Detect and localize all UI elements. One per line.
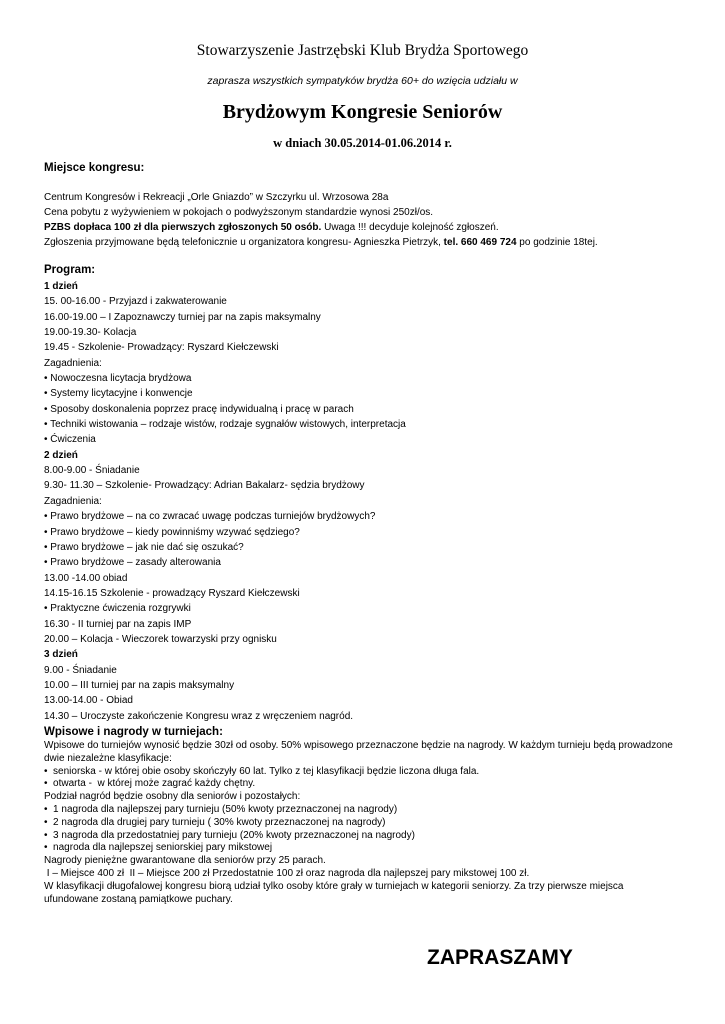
prizes-list — [44, 740, 714, 906]
discount-bold: PZBS dopłaca 100 zł dla pierwszych zgłoszonych 50 osób. — [44, 222, 322, 233]
prize-line: ufundowane zostaną pamiątkowe puchary. — [44, 893, 233, 905]
prize-line: dwie niezależne klasyfikacje: — [44, 752, 172, 764]
program-day-heading: 1 dzień — [44, 281, 78, 292]
program-line: 16.00-19.00 – I Zapoznawczy turniej par na zapis maksymalny — [44, 311, 321, 323]
program-line: • Techniki wistowania – rodzaje wistów, rodzaje sygnałów wistowych, interpretacja — [44, 419, 406, 431]
prize-line: • 2 nagroda dla drugiej pary turnieju ( 30% kwoty przeznaczonej na nagrody) — [44, 816, 386, 828]
prize-line: • seniorska - w której obie osoby skończyły 60 lat. Tylko z tej klasyfikacji będzie liczona długa fala. — [44, 765, 480, 777]
program-line: 10.00 – III turniej par na zapis maksymalny — [44, 679, 235, 691]
program-line: • Sposoby doskonalenia poprzez pracę indywidualną i pracę w parach — [44, 403, 354, 415]
venue-address: Centrum Kongresów i Rekreacji „Orle Gniazdo” w Szczyrku ul. Wrzosowa 28a — [44, 192, 389, 203]
program-line: Zagadnienia: — [44, 495, 102, 507]
program-line: 14.15-16.15 Szkolenie - prowadzący Ryszard Kiełczewski — [44, 587, 300, 599]
program-line: • Ćwiczenia — [44, 434, 96, 446]
program-line: • Nowoczesna licytacja brydżowa — [44, 373, 192, 385]
program-day-heading: 3 dzień — [44, 649, 78, 661]
program-line: Zagadnienia: — [44, 357, 102, 369]
prize-line: • otwarta - w której może zagrać każdy chętny. — [44, 778, 256, 790]
prize-line: W klasyfikacji długofalowej kongresu biorą udział tylko osoby które grały w turniejach w kategorii seniorzy. Za trzy pierwsze miejsca — [44, 880, 624, 892]
invitation-line: zaprasza wszystkich sympatyków brydża 60+ do wzięcia udziału w — [207, 75, 518, 87]
program-line: • Praktyczne ćwiczenia rozgrywki — [44, 603, 191, 615]
venue-price: Cena pobytu z wyżywieniem w pokojach o podwyższonym standardzie wynosi 250zł/os. — [44, 207, 434, 218]
discount-note: Uwaga !!! decyduje kolejność zgłoszeń. — [321, 222, 499, 233]
program-line: • Prawo brydżowe – kiedy powinniśmy wzywać sędziego? — [44, 526, 300, 538]
event-dates: w dniach 30.05.2014-01.06.2014 r. — [273, 136, 452, 150]
program-line: 9.30- 11.30 – Szkolenie- Prowadzący: Adrian Bakalarz- sędzia brydżowy — [44, 480, 365, 492]
registration-time: po godzinie 18tej. — [516, 237, 598, 248]
program-line: • Prawo brydżowe – na co zwracać uwagę podczas turniejów brydżowych? — [44, 511, 376, 523]
registration-text: Zgłoszenia przyjmowane będą telefonicznie u organizatora kongresu- Agnieszka Pietrzyk, — [44, 237, 444, 248]
program-line: • Prawo brydżowe – jak nie dać się oszukać? — [44, 541, 244, 553]
prizes-section — [44, 725, 714, 906]
program-line: • Prawo brydżowe – zasady alterowania — [44, 557, 221, 569]
program-line: • Systemy licytacyjne i konwencje — [44, 388, 193, 400]
program-heading: Program: — [44, 264, 96, 276]
organization-name: Stowarzyszenie Jastrzębski Klub Brydża Sportowego — [196, 42, 529, 59]
venue-heading: Miejsce kongresu: — [44, 162, 145, 174]
prize-line: I – Miejsce 400 zł II – Miejsce 200 zł Przedostatnie 100 zł oraz nagroda dla najlepszej pary mikstowej 100 zł. — [44, 867, 530, 879]
venue-section — [44, 162, 684, 250]
venue-discount — [44, 220, 684, 235]
program-day-heading: 2 dzień — [44, 449, 78, 461]
prize-line: • nagroda dla najlepszej seniorskiej pary mikstowej — [44, 842, 273, 854]
prize-line: Podział nagród będzie osobny dla seniorów i pozostałych: — [44, 791, 301, 803]
program-section — [44, 263, 684, 724]
program-line: 8.00-9.00 - Śniadanie — [44, 465, 140, 477]
prize-line: Wpisowe do turniejów wynosić będzie 30zł od osoby. 50% wpisowego przeznaczone będzie na nagrody. W każdym turnieju będą prowadzone — [44, 740, 673, 751]
program-line: 19.45 - Szkolenie- Prowadzący: Ryszard Kiełczewski — [44, 342, 279, 354]
program-list — [44, 279, 684, 724]
program-line: 14.30 – Uroczyste zakończenie Kongresu wraz z wręczeniem nagród. — [44, 710, 354, 722]
program-line: 13.00 -14.00 obiad — [44, 572, 128, 584]
registration-phone: tel. 660 469 724 — [443, 237, 517, 248]
closing-invitation: ZAPRASZAMY — [427, 946, 573, 969]
program-line: 15. 00-16.00 - Przyjazd i zakwaterowanie — [44, 296, 227, 308]
program-line: 9.00 - Śniadanie — [44, 664, 117, 676]
prize-line: • 3 nagroda dla przedostatniej pary turnieju (20% kwoty przeznaczonej na nagrody) — [44, 829, 415, 841]
program-line: 13.00-14.00 - Obiad — [44, 695, 133, 707]
prizes-heading: Wpisowe i nagrody w turniejach: — [44, 726, 223, 738]
venue-registration — [44, 235, 684, 250]
program-line: 20.00 – Kolacja - Wieczorek towarzyski przy ognisku — [44, 633, 277, 645]
prize-line: • 1 nagroda dla najlepszej pary turnieju (50% kwoty przeznaczonej na nagrody) — [44, 803, 398, 815]
event-title: Brydżowym Kongresie Seniorów — [222, 101, 503, 123]
program-line: 19.00-19.30- Kolacja — [44, 327, 137, 339]
prize-line: Nagrody pieniężne gwarantowane dla seniorów przy 25 parach. — [44, 855, 326, 867]
program-line: 16.30 - II turniej par na zapis IMP — [44, 618, 192, 630]
